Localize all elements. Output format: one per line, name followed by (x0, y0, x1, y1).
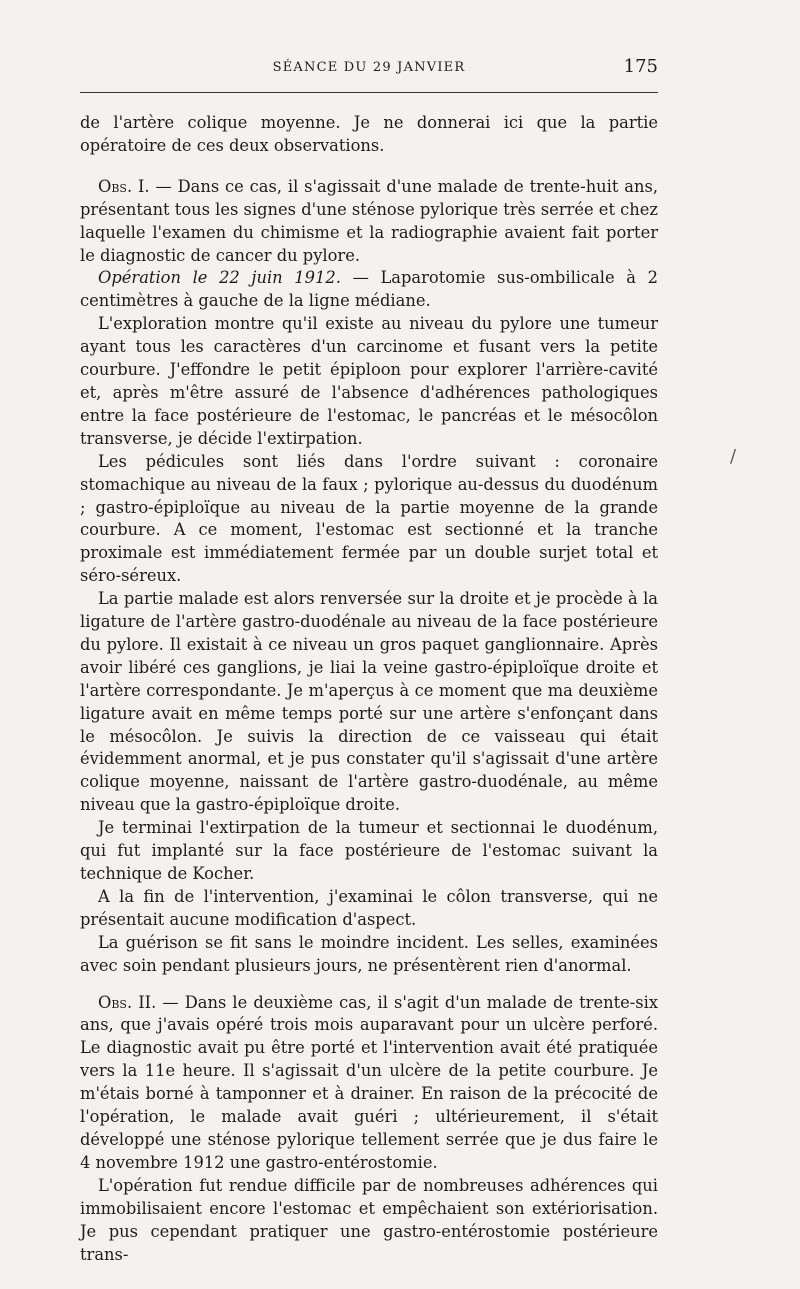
running-title: SÉANCE DU 29 JANVIER (272, 60, 466, 75)
paragraph-guerison: La guérison se fit sans le moindre incident. Les selles, examinées avec soin pendant plusieurs jours, ne présentèrent rien d'anormal. (80, 932, 658, 975)
paragraph-partie: La partie malade est alors renversée sur la droite et je procède à la ligature de l'artère gastro-duodénale au niveau de la face postérieure du pylore. Il existait à ce niveau un gros paquet ganglionnaire. Après avoir libéré ces ganglions, je liai la veine gastro-épiploïque droite et l'artère correspondante. Je m'aperçus à ce moment que ma deuxième ligature avait en même temps porté sur une artère s'enfonçant dans le mésocôlon. Je suivis la direction de ce vaisseau qui était évidemment anormal, et je pus constater qu'il s'agissait d'une artère colique moyenne, naissant de l'artère gastro-duodénale, au même niveau que la gastro-épiploïque droite. (80, 589, 658, 815)
header-rule (80, 92, 658, 93)
obs-1-text: — Dans ce cas, il s'agissait d'une malade de trente-huit ans, présentant tous les signes d'une sténose pylorique très serrée et chez laquelle l'examen du chimisme et la radiographie avaient fait porter le diagnostic de cancer du pylore. (80, 176, 658, 265)
paragraph-obs-1 (80, 176, 658, 268)
paragraph-fin: A la fin de l'intervention, j'examinai le côlon transverse, qui ne présentait aucune modification d'aspect. (80, 886, 658, 929)
margin-mark: / (730, 446, 737, 467)
page-number: 175 (623, 56, 658, 77)
body-text (80, 112, 658, 1266)
paragraph-operation (80, 267, 658, 313)
running-header (80, 56, 658, 80)
paragraph-exploration: L'exploration montre qu'il existe au niveau du pylore une tumeur ayant tous les caractères d'un carcinome et fusant vers la petite courbure. J'effondre le petit épiploon pour explorer l'arrière-cavité et, après m'être assuré de l'absence d'adhérences pathologiques entre la face postérieure de l'estomac, le pancréas et le mésocôlon transverse, je décide l'extirpation. (80, 314, 658, 448)
paragraph-pedicules: Les pédicules sont liés dans l'ordre suivant : coronaire stomachique au niveau de la faux ; pylorique au-dessus du duodénum ; gastro-épiploïque au niveau de la partie moyenne de la grande courbure. A ce moment, l'estomac est sectionné et la tranche proximale est immédiatement fermée par un double surjet total et séro-séreux. (80, 451, 658, 586)
operation-label: Opération le 22 juin 1912. (98, 268, 341, 288)
operation-text: — Laparotomie sus-ombilicale à 2 centimètres à gauche de la ligne médiane. (80, 268, 659, 311)
paragraph-intro: de l'artère colique moyenne. Je ne donnerai ici que la partie opératoire de ces deux observations. (80, 113, 658, 155)
obs-1-label: Obs. I. (98, 176, 150, 196)
paragraph-terminai: Je terminai l'extirpation de la tumeur et sectionnai le duodénum, qui fut implanté sur la face postérieure de l'estomac suivant la technique de Kocher. (80, 818, 658, 883)
paragraph-operation-2: L'opération fut rendue difficile par de nombreuses adhérences qui immobilisaient encore l'estomac et empêchaient son extériorisation. Je pus cependant pratiquer une gastro-entérostomie postérieure trans- (80, 1175, 658, 1264)
paragraph-obs-2 (80, 992, 658, 1175)
obs-2-text: — Dans le deuxième cas, il s'agit d'un malade de trente-six ans, que j'avais opéré trois mois auparavant pour un ulcère perforé. Le diagnostic avait pu être porté et l'intervention avait été pratiquée vers la 11e heure. Il s'agissait d'un ulcère de la petite courbure. Je m'étais borné à tamponner et à drainer. En raison de la précocité de l'opération, le malade avait guéri ; ultérieurement, il s'était développé une sténose pylorique tellement serrée que je dus faire le 4 novembre 1912 une gastro-entérostomie. (80, 992, 658, 1172)
obs-2-label: Obs. II. (98, 992, 157, 1012)
